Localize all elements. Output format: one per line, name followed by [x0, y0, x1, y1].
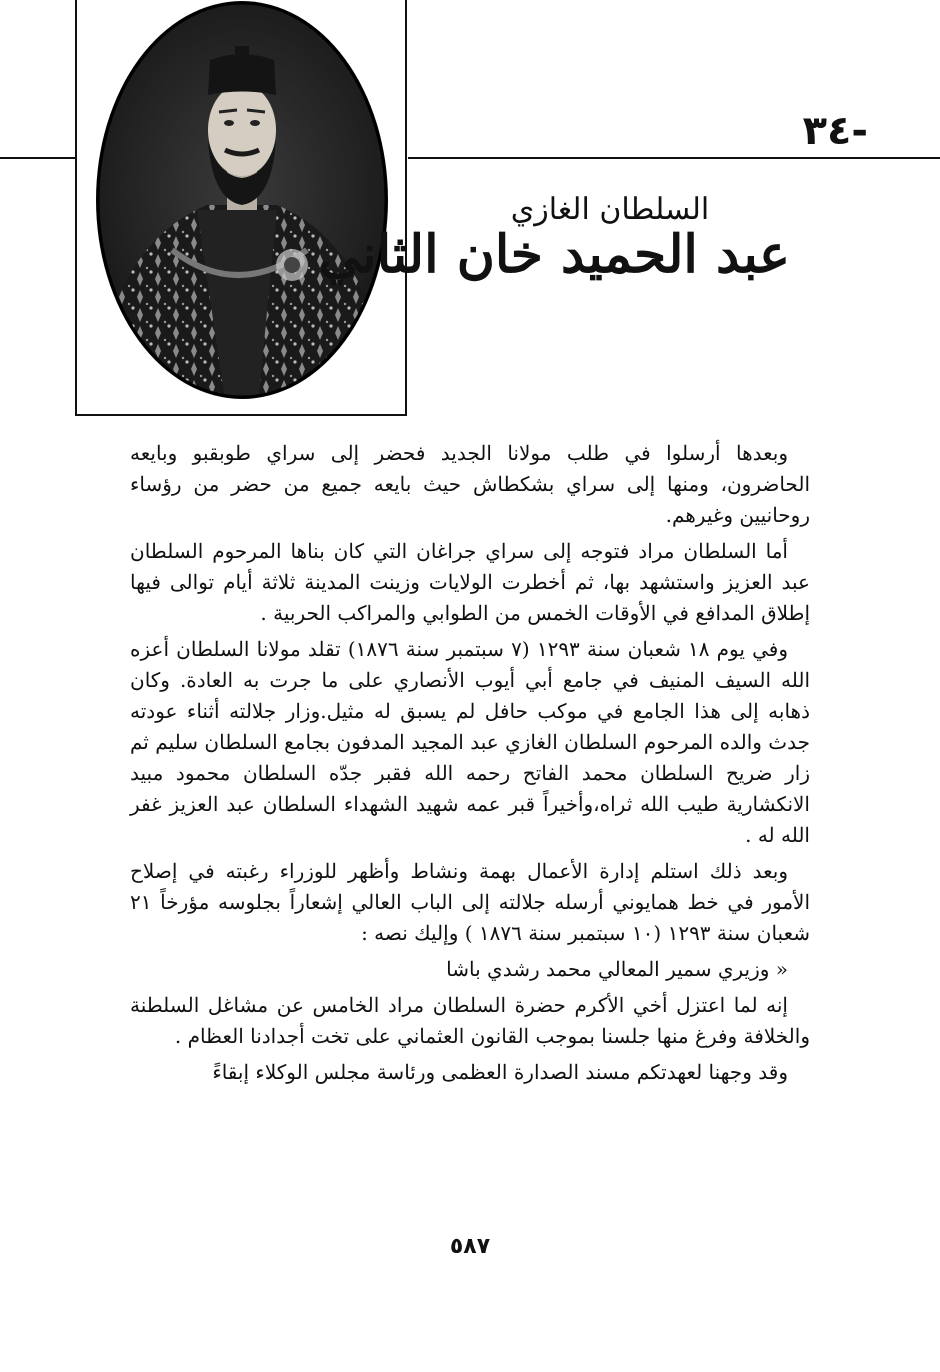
paragraph: إنه لما اعتزل أخي الأكرم حضرة السلطان مراد الخامس عن مشاغل السلطنة والخلافة وفرغ منها جلسنا بموجب القانون العثماني على تخت أجدادنا العظام . [130, 993, 810, 1048]
chapter-title: عبد الحميد خان الثاني [318, 224, 790, 285]
body-text [130, 438, 810, 1093]
paragraph: وبعدها أرسلوا في طلب مولانا الجديد فحضر إلى سراي طوبقبو وبايعه الحاضرون، ومنها إلى سراي بشكطاش حيث بايعه جميع من حضر من رؤساء روحانيين وغيرهم. [130, 441, 810, 527]
chapter-number: -٣٤ [802, 108, 868, 154]
sultan-portrait [75, 0, 407, 416]
paragraph: وقد وجهنا لعهدتكم مسند الصدارة العظمى ورئاسة مجلس الوكلاء إبقاءً [212, 1060, 788, 1084]
header-rule-left [0, 157, 76, 159]
paragraph: وفي يوم ١٨ شعبان سنة ١٢٩٣ (٧ سبتمبر سنة ١٨٧٦) تقلد مولانا السلطان أعزه الله السيف المنيف في جامع أبي أيوب الأنصاري على ما جرت به العادة. وكان ذهابه إلى هذا الجامع في موكب حافل لم يسبق له مثيل.وزار جلالته أثناء عودته جدث والده المرحوم السلطان الغازي عبد المجيد المدفون بجامع السلطان سليم ثم زار ضريح السلطان محمد الفاتح رحمه الله فقبر جدّه السلطان محمود مبيد الانكشارية طيب الله ثراه،وأخيراً قبر عمه شهيد الشهداء السلطان عبد العزيز غفر الله له . [130, 637, 810, 847]
header-rule-right [408, 157, 940, 159]
chapter-subtitle: السلطان الغازي [510, 192, 710, 227]
paragraph: أما السلطان مراد فتوجه إلى سراي جراغان التي كان بناها المرحوم السلطان عبد العزيز واستشهد بها، ثم أخطرت الولايات وزينت المدينة ثلاثة أيام توالى فيها إطلاق المدافع في الأوقات الخمس من الطوابي والمراكب الحربية . [130, 539, 810, 625]
letter-salutation: « وزيري سمير المعالي محمد رشدي باشا [446, 957, 788, 981]
portrait-engraving [77, 0, 407, 414]
page-number: ٥٨٧ [449, 1234, 491, 1259]
paragraph: وبعد ذلك استلم إدارة الأعمال بهمة ونشاط وأظهر للوزراء رغبته في إصلاح الأمور في خط همايوني أرسله جلالته إلى الباب العالي إشعاراً بجلوسه مؤرخاً ٢١ شعبان سنة ١٢٩٣ (١٠ سبتمبر سنة ١٨٧٦ ) وإليك نصه : [130, 859, 810, 945]
